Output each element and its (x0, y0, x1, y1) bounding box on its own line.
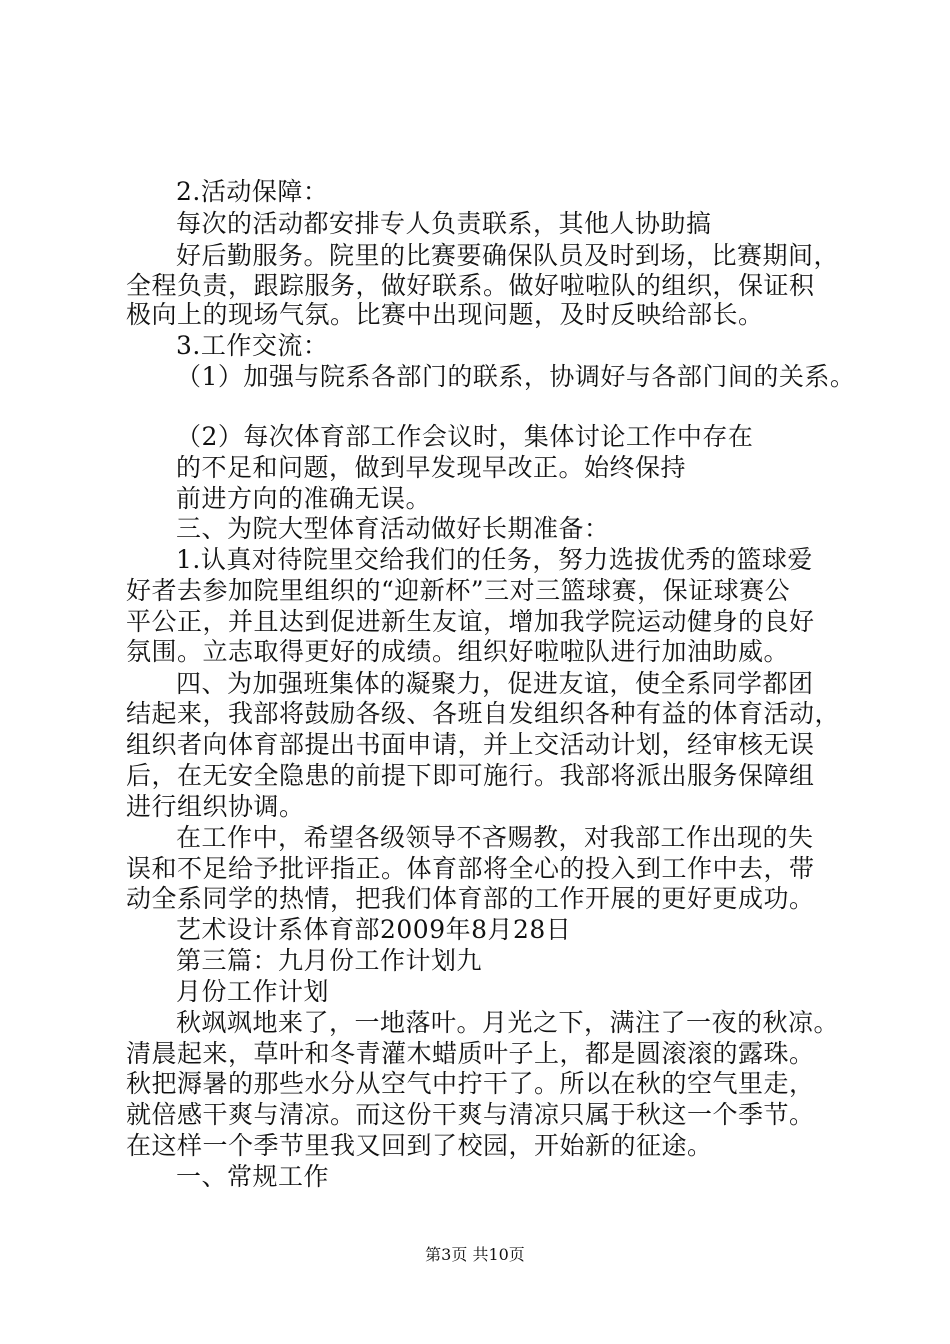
text-line: 前进方向的准确无误。 (176, 484, 432, 513)
text-line: 就倍感干爽与清凉。而这份干爽与清凉只属于秋这一个季节。 (126, 1100, 815, 1129)
text-line: 清晨起来，草叶和冬青灌木蜡质叶子上，都是圆滚滚的露珠。 (126, 1039, 815, 1068)
text-line: 氛围。立志取得更好的成绩。组织好啦啦队进行加油助威。 (126, 637, 790, 666)
text-line: （1）加强与院系各部门的联系，协调好与各部门间的关系。 (176, 362, 856, 391)
text-line: 在这样一个季节里我又回到了校园，开始新的征途。 (126, 1131, 713, 1160)
text-line: （2）每次体育部工作会议时，集体讨论工作中存在 (176, 422, 754, 451)
text-line: 好者去参加院里组织的“迎新杯”三对三篮球赛，保证球赛公 (126, 576, 791, 605)
text-line: 3.工作交流： (176, 331, 329, 360)
text-line: 秋飒飒地来了，一地落叶。月光之下，满注了一夜的秋凉。 (176, 1008, 840, 1037)
text-line: 一、常规工作 (176, 1162, 330, 1191)
text-line: 艺术设计系体育部2009年8月28日 (176, 915, 572, 944)
text-line: 四、为加强班集体的凝聚力，促进友谊，使全系同学都团 (176, 669, 814, 698)
text-line: 2.活动保障： (176, 177, 329, 206)
text-line: 组织者向体育部提出书面申请，并上交活动计划，经审核无误 (126, 730, 815, 759)
text-line: 全程负责，跟踪服务，做好联系。做好啦啦队的组织，保证积 (126, 271, 815, 300)
text-line: 进行组织协调。 (126, 792, 305, 821)
text-line: 平公正，并且达到促进新生友谊，增加我学院运动健身的良好 (126, 607, 815, 636)
text-line: 动全系同学的热情，把我们体育部的工作开展的更好更成功。 (126, 884, 815, 913)
text-line: 后，在无安全隐患的前提下即可施行。我部将派出服务保障组 (126, 761, 815, 790)
text-line: 三、为院大型体育活动做好长期准备： (176, 514, 610, 543)
text-line: 秋把溽暑的那些水分从空气中拧干了。所以在秋的空气里走， (126, 1069, 815, 1098)
text-line: 月份工作计划 (176, 977, 330, 1006)
text-line: 极向上的现场气氛。比赛中出现问题，及时反映给部长。 (126, 300, 764, 329)
text-line: 每次的活动都安排专人负责联系，其他人协助搞 (176, 209, 712, 238)
text-line: 结起来，我部将鼓励各级、各班自发组织各种有益的体育活动， (126, 699, 841, 728)
text-line: 误和不足给予批评指正。体育部将全心的投入到工作中去，带 (126, 854, 815, 883)
text-line: 在工作中，希望各级领导不吝赐教，对我部工作出现的失 (176, 823, 814, 852)
text-line: 好后勤服务。院里的比赛要确保队员及时到场，比赛期间， (176, 241, 840, 270)
page-number-footer: 第3页 共10页 (425, 1245, 525, 1264)
text-line: 的不足和问题，做到早发现早改正。始终保持 (176, 453, 687, 482)
text-line: 1.认真对待院里交给我们的任务，努力选拔优秀的篮球爱 (176, 545, 813, 574)
text-line: 第三篇：九月份工作计划九 (176, 946, 483, 975)
